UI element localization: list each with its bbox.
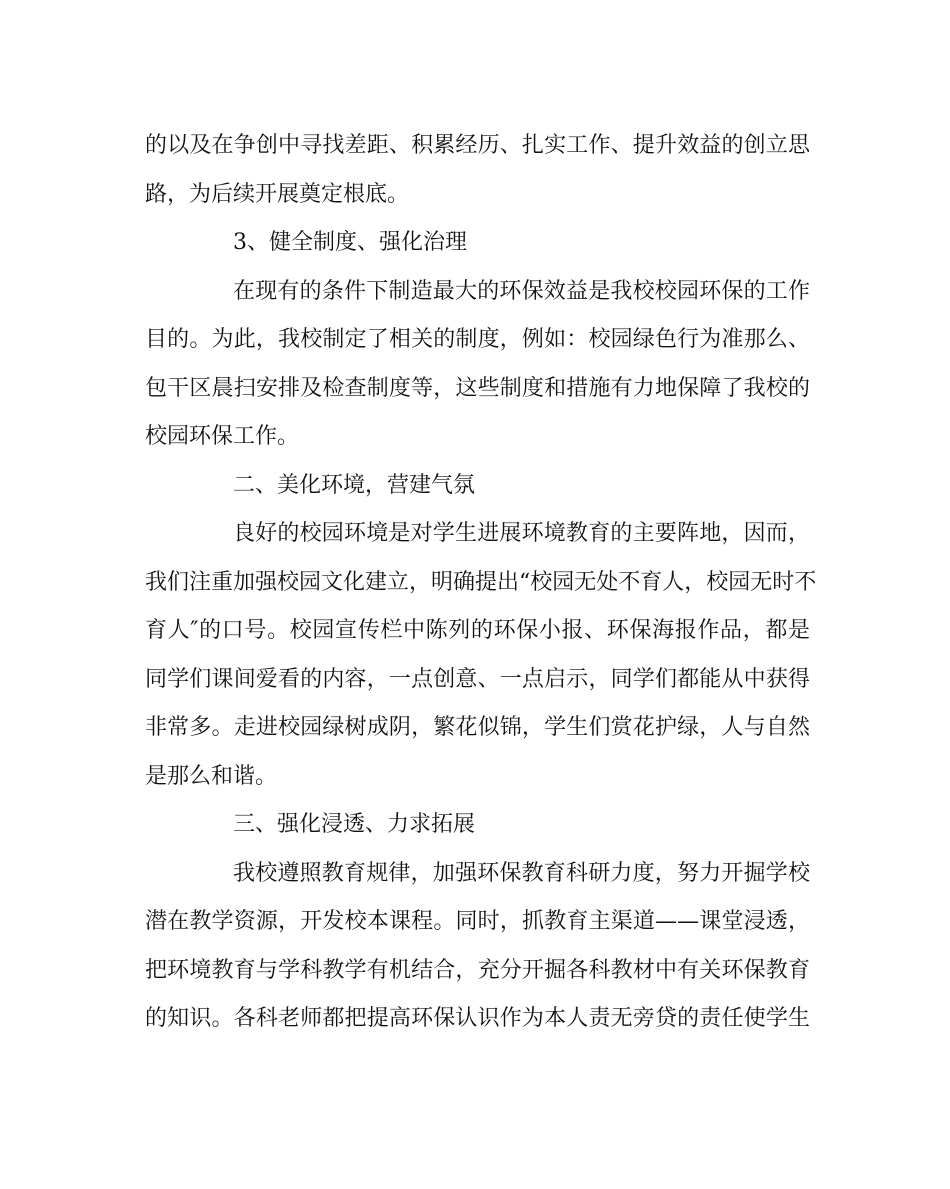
text-line: 同学们课间爱看的内容，一点创意、一点启示，同学们都能从中获得 [145,666,810,692]
text-line: 把环境教育与学科教学有机结合，充分开掘各科教材中有关环保教育 [145,957,810,983]
section-heading: 二、美化环境，营建气氛 [233,472,476,498]
section-heading: 三、强化浸透、力求拓展 [233,812,476,837]
text-line: 的知识。各科老师都把提高环保认识作为本人责无旁贷的责任使学生 [145,1006,810,1031]
section-heading: 3、健全制度、强化治理 [233,230,467,255]
text-line: 我们注重加强校园文化建立，明确提出“校园无处不育人，校园无时不 [145,569,817,595]
text-line: 目的。为此，我校制定了相关的制度，例如：校园绿色行为准那么、 [145,327,810,352]
text-line: 非常多。走进校园绿树成阴，繁花似锦，学生们赏花护绿，人与自然 [145,715,810,740]
text-line: 校园环保工作。 [145,424,300,449]
text-line: 是那么和谐。 [145,763,278,789]
text-line: 的以及在争创中寻找差距、积累经历、扎实工作、提升效益的创立思 [145,133,810,158]
paragraph-first-line: 良好的校园环境是对学生进展环境教育的主要阵地，因而， [233,521,810,546]
paragraph-first-line: 我校遵照教育规律，加强环保教育科研力度，努力开掘学校 [233,860,810,886]
text-line: 潜在教学资源，开发校本课程。同时，抓教育主渠道——课堂浸透， [145,909,810,934]
text-line: 路，为后续开展奠定根底。 [145,181,410,207]
paragraph-first-line: 在现有的条件下制造最大的环保效益是我校校园环保的工作 [233,278,810,304]
document-body [145,122,817,1044]
text-line: 包干区晨扫安排及检查制度等，这些制度和措施有力地保障了我校的 [145,375,810,401]
text-line: 育人″的口号。校园宣传栏中陈列的环保小报、环保海报作品，都是 [145,618,810,643]
